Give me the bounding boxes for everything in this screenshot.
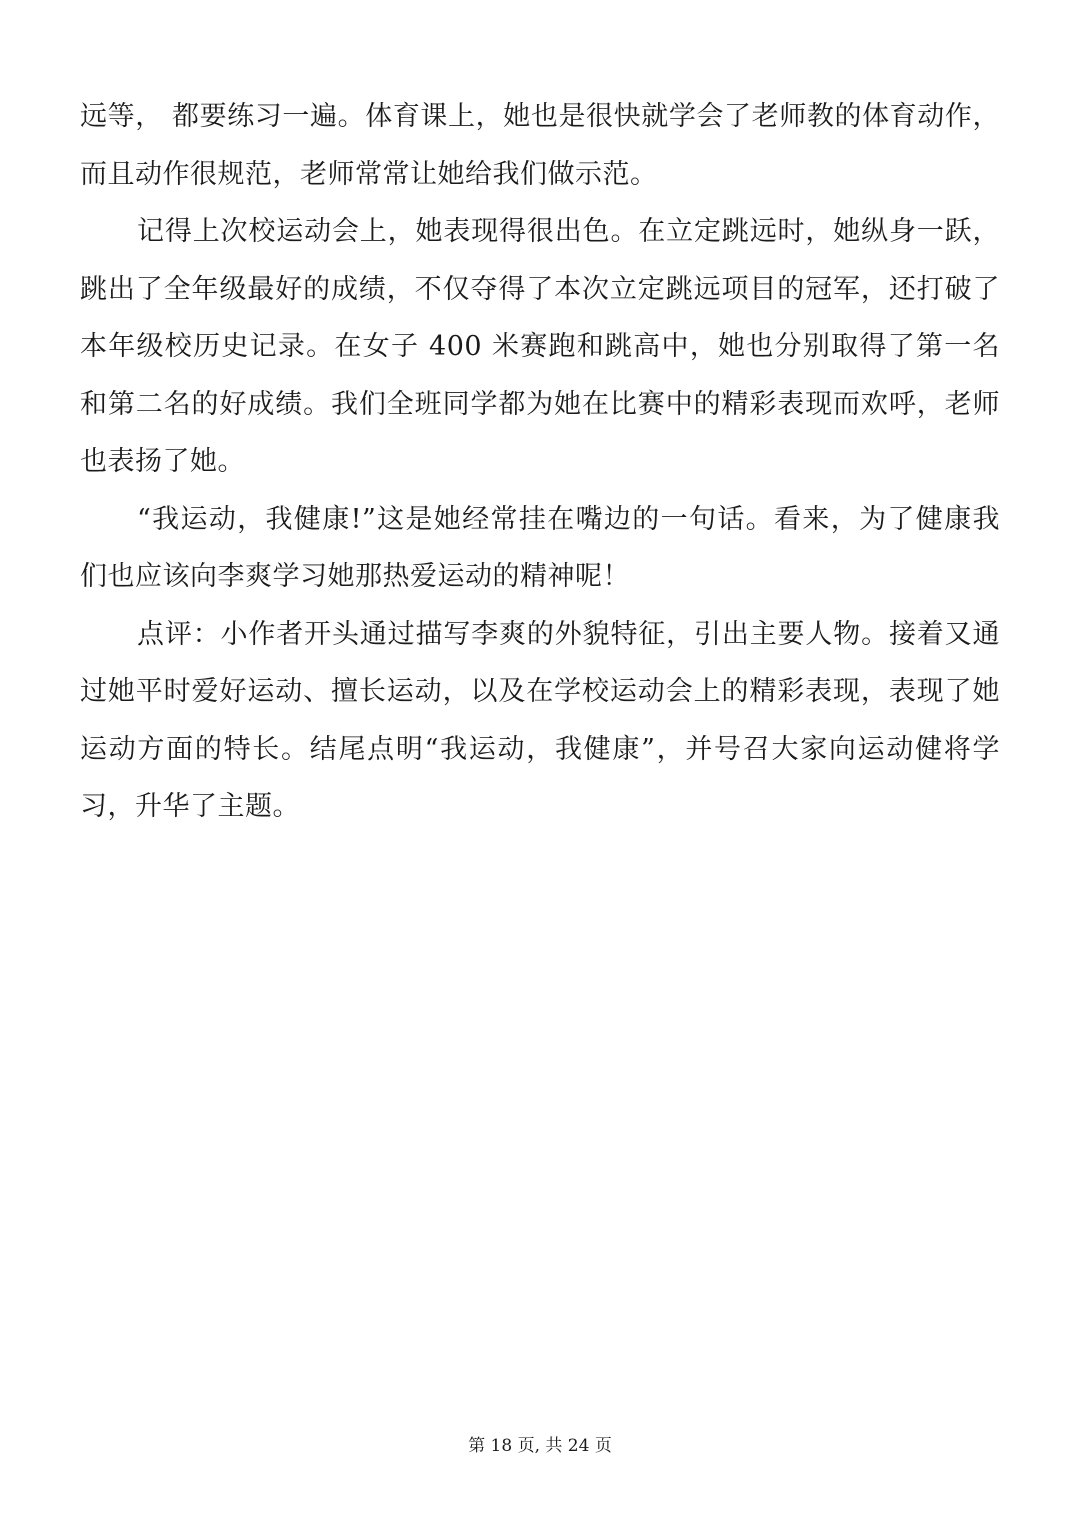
paragraph-commentary: 点评：小作者开头通过描写李爽的外貌特征，引出主要人物。接着又通过她平时爱好运动、擅长运动，以及在学校运动会上的精彩表现，表现了她运动方面的特长。结尾点明“我运动，我健康”，并号召大家向运动健将学习，升华了主题。 (80, 618, 1000, 822)
paragraph-2: 记得上次校运动会上，她表现得很出色。在立定跳远时，她纵身一跃，跳出了全年级最好的成绩，不仅夺得了本次立定跳远项目的冠军，还打破了本年级校历史记录。在女子 400 米赛跑和跳高中，她也分别取得了第一名和第二名的好成绩。我们全班同学都为她在比赛中的精彩表现而欢呼，老师也表扬了她。 (80, 216, 1000, 477)
paragraph-3: “我运动，我健康!”这是她经常挂在嘴边的一句话。看来，为了健康我们也应该向李爽学习她那热爱运动的精神呢！ (80, 503, 1000, 592)
page-number-footer: 第 18 页, 共 24 页 (468, 1436, 612, 1456)
document-body (80, 88, 1000, 836)
paragraph-1: 远等， 都要练习一遍。体育课上，她也是很快就学会了老师教的体育动作，而且动作很规范，老师常常让她给我们做示范。 (80, 101, 1000, 190)
